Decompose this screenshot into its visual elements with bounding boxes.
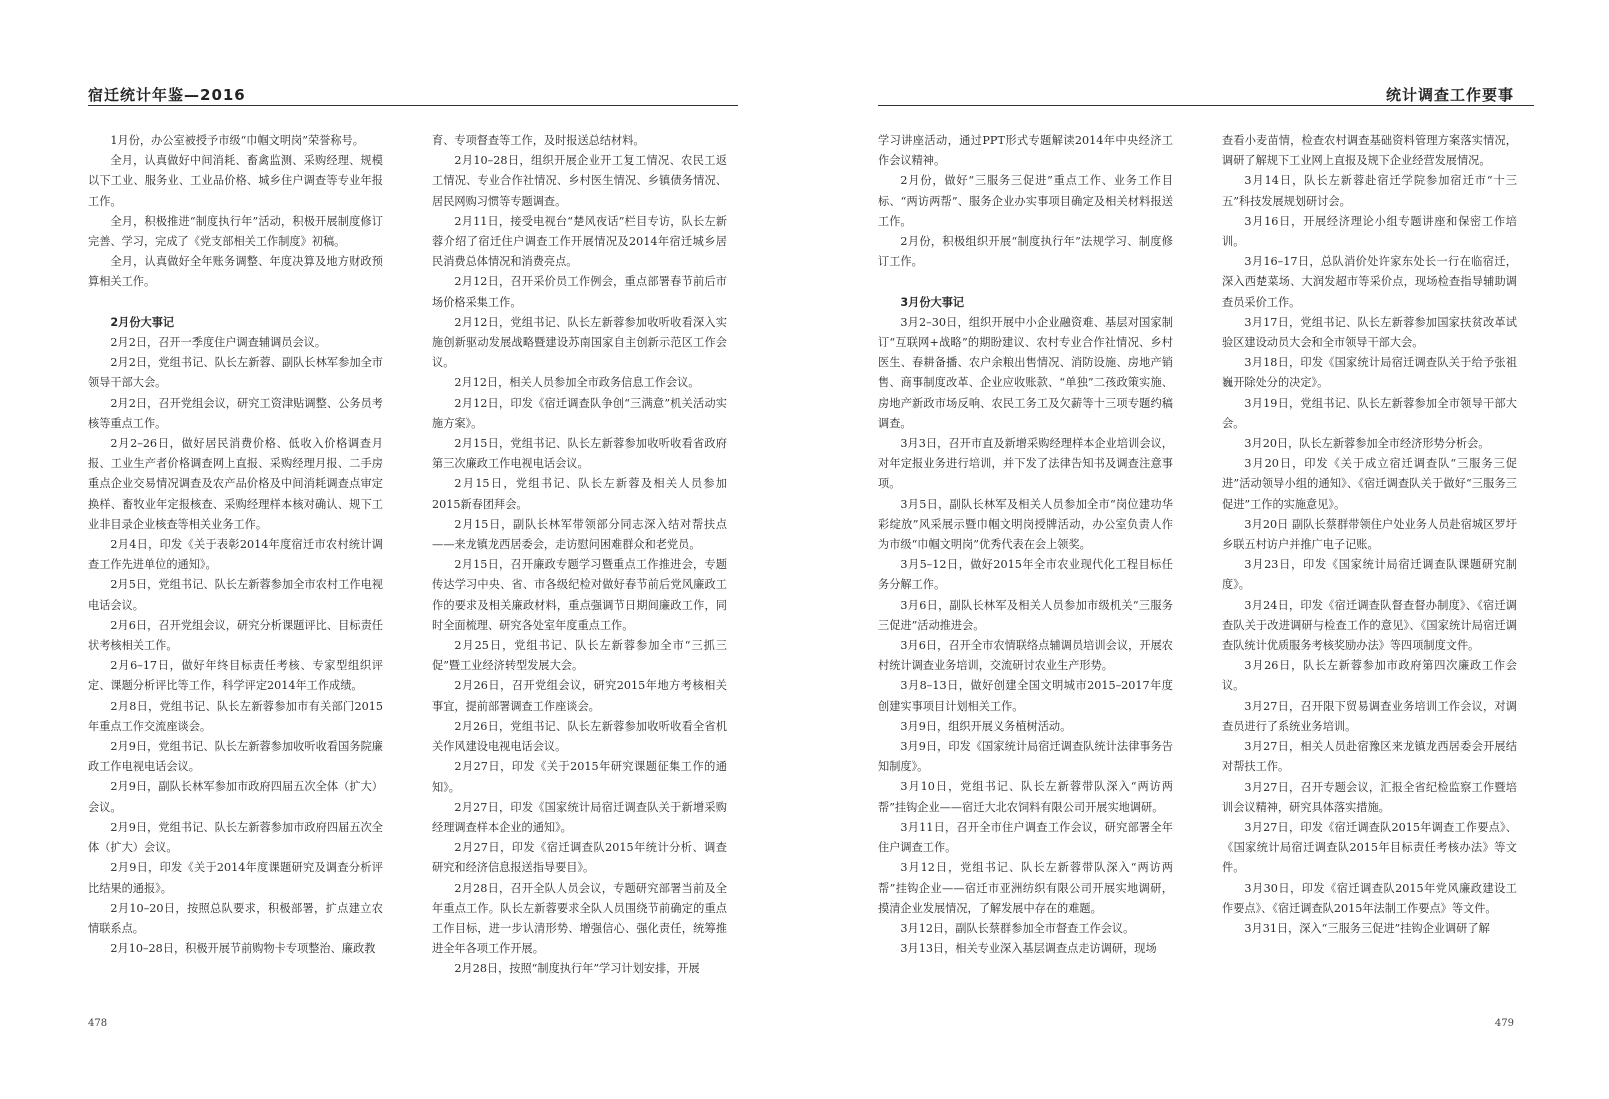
paragraph: 3月24日，印发《宿迁调查队督查督办制度》、《宿迁调查队关于改进调研与检查工作的意见》、《国家统计局宿迁调查队统计优质服务考核奖励办法》等四项制度文件。 xyxy=(1222,598,1517,653)
section-heading: 3月份大事记 xyxy=(900,295,965,309)
paragraph: 3月14日，队长左新蓉赴宿迁学院参加宿迁市“十三五”科技发展规划研讨会。 xyxy=(1222,174,1517,208)
paragraph: 2月10–28日，组织开展企业开工复工情况、农民工返工情况、专业合作社情况、乡村医生情况、乡镇债务情况、居民网购习惯等专题调查。 xyxy=(432,154,727,208)
paragraph: 3月6日，副队长林军及相关人员参加市级机关“三服务三促进”活动推进会。 xyxy=(878,598,1173,632)
paragraph: 2月12日，相关人员参加全市政务信息工作会议。 xyxy=(454,376,700,390)
paragraph: 3月31日，深入“三服务三促进”挂钩企业调研了解 xyxy=(1244,921,1490,935)
text-column xyxy=(88,131,383,959)
paragraph: 3月3日，召开市直及新增采购经理样本企业培训会议，对年定报业务进行培训，并下发了法律告知书及调查注意事项。 xyxy=(878,437,1173,491)
paragraph: 2月份，做好“三服务三促进”重点工作、业务工作目标、“两访两帮”、服务企业办实事项目确定及相关材料报送工作。 xyxy=(878,174,1173,228)
paragraph: 3月9日，印发《国家统计局宿迁调查队统计法律事务告知制度》。 xyxy=(878,740,1173,774)
paragraph: 查看小麦苗情，检查农村调查基础资料管理方案落实情况，调研了解规下工业网上直报及规下企业经营发展情况。 xyxy=(1222,134,1517,168)
paragraph: 2月12日，印发《宿迁调查队争创“三满意”机关活动实施方案》。 xyxy=(432,396,727,430)
right-page xyxy=(820,0,1609,1099)
paragraph: 2月6–17日，做好年终目标责任考核、专家型组织评定、课题分析评比等工作，科学评定2014年工作成绩。 xyxy=(88,659,383,693)
running-header: 宿迁统计年鉴—2016 xyxy=(88,86,246,104)
text-column xyxy=(432,131,727,980)
section-heading: 2月份大事记 xyxy=(110,315,175,329)
paragraph: 2月12日，召开采价员工作例会，重点部署春节前后市场价格采集工作。 xyxy=(432,275,727,309)
paragraph: 3月27日，印发《宿迁调查队2015年调查工作要点》、《国家统计局宿迁调查队2015年目标责任考核办法》等文件。 xyxy=(1222,820,1517,875)
paragraph: 2月15日，召开廉政专题学习暨重点工作推进会，专题传达学习中央、省、市各级纪检对做好春节前后党风廉政工作的要求及相关廉政材料，重点强调节日期间廉政工作，同时全面梳理、研究各处室年度重点工作。 xyxy=(432,558,727,632)
paragraph: 3月27日，召开专题会议，汇报全省纪检监察工作暨培训会议精神，研究具体落实措施。 xyxy=(1222,780,1517,814)
paragraph: 3月20日，印发《关于成立宿迁调查队“三服务三促进”活动领导小组的通知》、《宿迁调查队关于做好“三服务三促进”工作的实施意见》。 xyxy=(1222,457,1517,511)
header-rule xyxy=(878,105,1534,106)
paragraph: 2月2–26日，做好居民消费价格、低收入价格调查月报、工业生产者价格调查网上直报、采购经理月报、二手房重点企业交易情况调查及农产品价格及中间消耗调查点审定换样、畜牧业年定报核查、采购经理样本核对确认、规下工业非目录企业核查等相关业务工作。 xyxy=(88,437,383,531)
paragraph: 3月2–30日，组织开展中小企业融资难、基层对国家制订“互联网+战略”的期盼建议、农村专业合作社情况、乡村医生、春耕备播、农户余粮出售情况、消防设施、房地产销售、商事制度改革、企业应收账款、“单独”二孩政策实施、房地产新政市场反响、农民工务工及欠薪等十三项专题约稿调查。 xyxy=(878,315,1173,430)
paragraph: 学习讲座活动，通过PPT形式专题解读2014年中央经济工作会议精神。 xyxy=(878,134,1173,168)
page-number: 479 xyxy=(1494,1018,1514,1029)
paragraph: 3月18日，印发《国家统计局宿迁调查队关于给予张祖巍开除处分的决定》。 xyxy=(1222,356,1517,390)
paragraph: 3月20日 副队长蔡群带领住户处业务人员赴宿城区罗圩乡联五村访户并推广电子记账。 xyxy=(1222,517,1517,552)
paragraph: 全月，认真做好全年账务调整、年度决算及地方财政预算相关工作。 xyxy=(88,255,383,289)
paragraph: 2月15日，副队长林军带领部分同志深入结对帮扶点——来龙镇龙西居委会，走访慰问困难群众和老党员。 xyxy=(432,517,727,552)
paragraph: 2月12日，党组书记、队长左新蓉参加收听收看深入实施创新驱动发展战略暨建设苏南国家自主创新示范区工作会议。 xyxy=(432,315,727,370)
page-number: 478 xyxy=(88,1018,108,1029)
header-rule xyxy=(88,105,738,106)
paragraph: 2月9日，印发《关于2014年度课题研究及调查分析评比结果的通报》。 xyxy=(88,861,383,895)
text-column xyxy=(1222,131,1517,939)
paragraph: 2月26日，召开党组会议，研究2015年地方考核相关事宜，提前部署调查工作座谈会。 xyxy=(432,679,727,713)
spacer xyxy=(878,272,1173,292)
paragraph: 全月，积极推进“制度执行年”活动，积极开展制度修订完善、学习，完成了《党支部相关工作制度》初稿。 xyxy=(88,214,383,249)
paragraph: 2月9日，副队长林军参加市政府四届五次全体（扩大）会议。 xyxy=(88,780,383,814)
paragraph: 3月12日，党组书记、队长左新蓉带队深入“两访两帮”挂钩企业——宿迁市亚洲纺织有限公司开展实地调研，摸清企业发展情况，了解发展中存在的难题。 xyxy=(878,861,1173,915)
paragraph: 3月6日，召开全市农情联络点辅调员培训会议，开展农村统计调查业务培训，交流研讨农业生产形势。 xyxy=(878,639,1173,673)
paragraph: 2月8日，党组书记、队长左新蓉参加市有关部门2015年重点工作交流座谈会。 xyxy=(88,699,383,733)
paragraph: 3月23日，印发《国家统计局宿迁调查队课题研究制度》。 xyxy=(1222,558,1517,592)
paragraph: 3月30日，印发《宿迁调查队2015年党风廉政建设工作要点》、《宿迁调查队2015年法制工作要点》等文件。 xyxy=(1222,881,1517,915)
paragraph: 1月份，办公室被授予市级“巾帼文明岗”荣誉称号。 xyxy=(110,134,364,147)
running-header: 统计调查工作要事 xyxy=(1385,86,1514,104)
paragraph: 3月9日，组织开展义务植树活动。 xyxy=(900,719,1072,733)
paragraph: 2月2日，党组书记、队长左新蓉、副队长林军参加全市领导干部大会。 xyxy=(88,356,383,390)
paragraph: 2月26日，党组书记、队长左新蓉参加收听收看全省机关作风建设电视电话会议。 xyxy=(432,719,727,754)
paragraph: 3月10日，党组书记、队长左新蓉带队深入“两访两帮”挂钩企业——宿迁大北农饲料有限公司开展实地调研。 xyxy=(878,780,1173,814)
paragraph: 3月17日，党组书记、队长左新蓉参加国家扶贫改革试验区建设动员大会和全市领导干部大会。 xyxy=(1222,315,1517,350)
paragraph: 3月20日，队长左新蓉参加全市经济形势分析会。 xyxy=(1244,437,1490,451)
paragraph: 3月16–17日，总队消价处许家东处长一行在临宿迁，深入西楚菜场、大润发超市等采价点，现场检查指导辅助调查员采价工作。 xyxy=(1222,255,1517,309)
paragraph: 3月12日，副队长蔡群参加全市督查工作会议。 xyxy=(900,921,1135,935)
paragraph: 3月5日，副队长林军及相关人员参加全市“岗位建功华彩绽放”风采展示暨巾帼文明岗授牌活动，办公室负责人作为市级“巾帼文明岗”优秀代表在会上领奖。 xyxy=(878,497,1173,552)
text-column xyxy=(878,131,1173,959)
paragraph: 2月4日，印发《关于表彰2014年度宿迁市农村统计调查工作先进单位的通知》。 xyxy=(88,538,383,572)
paragraph: 3月13日，相关专业深入基层调查点走访调研，现场 xyxy=(900,942,1157,956)
paragraph: 2月28日，召开全队人员会议，专题研究部署当前及全年重点工作。队长左新蓉要求全队人员围绕节前确定的重点工作目标，进一步认清形势、增强信心、强化责任，统筹推进全年各项工作开展。 xyxy=(432,881,727,956)
paragraph: 3月5–12日，做好2015年全市农业现代化工程目标任务分解工作。 xyxy=(878,558,1173,592)
paragraph: 2月10–20日，按照总队要求，积极部署，扩点建立农情联系点。 xyxy=(88,901,383,935)
paragraph: 3月27日，相关人员赴宿豫区来龙镇龙西居委会开展结对帮扶工作。 xyxy=(1222,740,1517,774)
paragraph: 3月11日，召开全市住户调查工作会议，研究部署全年住户调查工作。 xyxy=(878,820,1173,855)
paragraph: 2月9日，党组书记、队长左新蓉参加收听收看国务院廉政工作电视电话会议。 xyxy=(88,740,383,774)
paragraph: 2月9日，党组书记、队长左新蓉参加市政府四届五次全体（扩大）会议。 xyxy=(88,820,383,855)
paragraph: 2月6日，召开党组会议，研究分析课题评比、目标责任状考核相关工作。 xyxy=(88,618,383,653)
spacer xyxy=(88,293,383,313)
paragraph: 2月2日，召开一季度住户调查辅调员会议。 xyxy=(110,336,327,350)
paragraph: 2月份，积极组织开展“制度执行年”法规学习、制度修订工作。 xyxy=(878,235,1173,269)
paragraph: 3月16日，开展经济理论小组专题讲座和保密工作培训。 xyxy=(1222,214,1517,249)
paragraph: 2月15日，党组书记、队长左新蓉及相关人员参加2015新春团拜会。 xyxy=(432,477,727,511)
paragraph: 2月28日，按照“制度执行年”学习计划安排，开展 xyxy=(454,962,700,976)
paragraph: 2月27日，印发《关于2015年研究课题征集工作的通知》。 xyxy=(432,760,727,794)
paragraph: 2月15日，党组书记、队长左新蓉参加收听收看省政府第三次廉政工作电视电话会议。 xyxy=(432,437,727,471)
paragraph: 2月2日，召开党组会议，研究工资津贴调整、公务员考核等重点工作。 xyxy=(88,396,383,430)
paragraph: 2月10–28日，积极开展节前购物卡专项整治、廉政教 xyxy=(110,942,376,956)
paragraph: 3月19日，党组书记、队长左新蓉参加全市领导干部大会。 xyxy=(1222,396,1517,430)
paragraph: 3月27日，召开限下贸易调查业务培训工作会议，对调查员进行了系统业务培训。 xyxy=(1222,699,1517,733)
paragraph: 全月，认真做好中间消耗、畜禽监测、采购经理、规模以下工业、服务业、工业品价格、城乡住户调查等专业年报工作。 xyxy=(88,154,383,208)
paragraph: 育、专项督查等工作，及时报送总结材料。 xyxy=(432,134,645,147)
left-page xyxy=(0,0,790,1099)
paragraph: 2月11日，接受电视台“楚风夜话”栏目专访，队长左新蓉介绍了宿迁住户调查工作开展情况及2014年宿迁城乡居民消费总体情况和消费亮点。 xyxy=(432,214,727,269)
paragraph: 2月25日，党组书记、队长左新蓉参加全市“三抓三促”暨工业经济转型发展大会。 xyxy=(432,639,727,673)
paragraph: 3月26日，队长左新蓉参加市政府第四次廉政工作会议。 xyxy=(1222,659,1517,693)
paragraph: 2月5日，党组书记、队长左新蓉参加全市农村工作电视电话会议。 xyxy=(88,578,383,612)
paragraph: 2月27日，印发《宿迁调查队2015年统计分析、调查研究和经济信息报送指导要目》。 xyxy=(432,841,727,875)
paragraph: 3月8–13日，做好创建全国文明城市2015–2017年度创建实事项目计划相关工作。 xyxy=(878,679,1173,713)
paragraph: 2月27日，印发《国家统计局宿迁调查队关于新增采购经理调查样本企业的通知》。 xyxy=(432,800,727,834)
